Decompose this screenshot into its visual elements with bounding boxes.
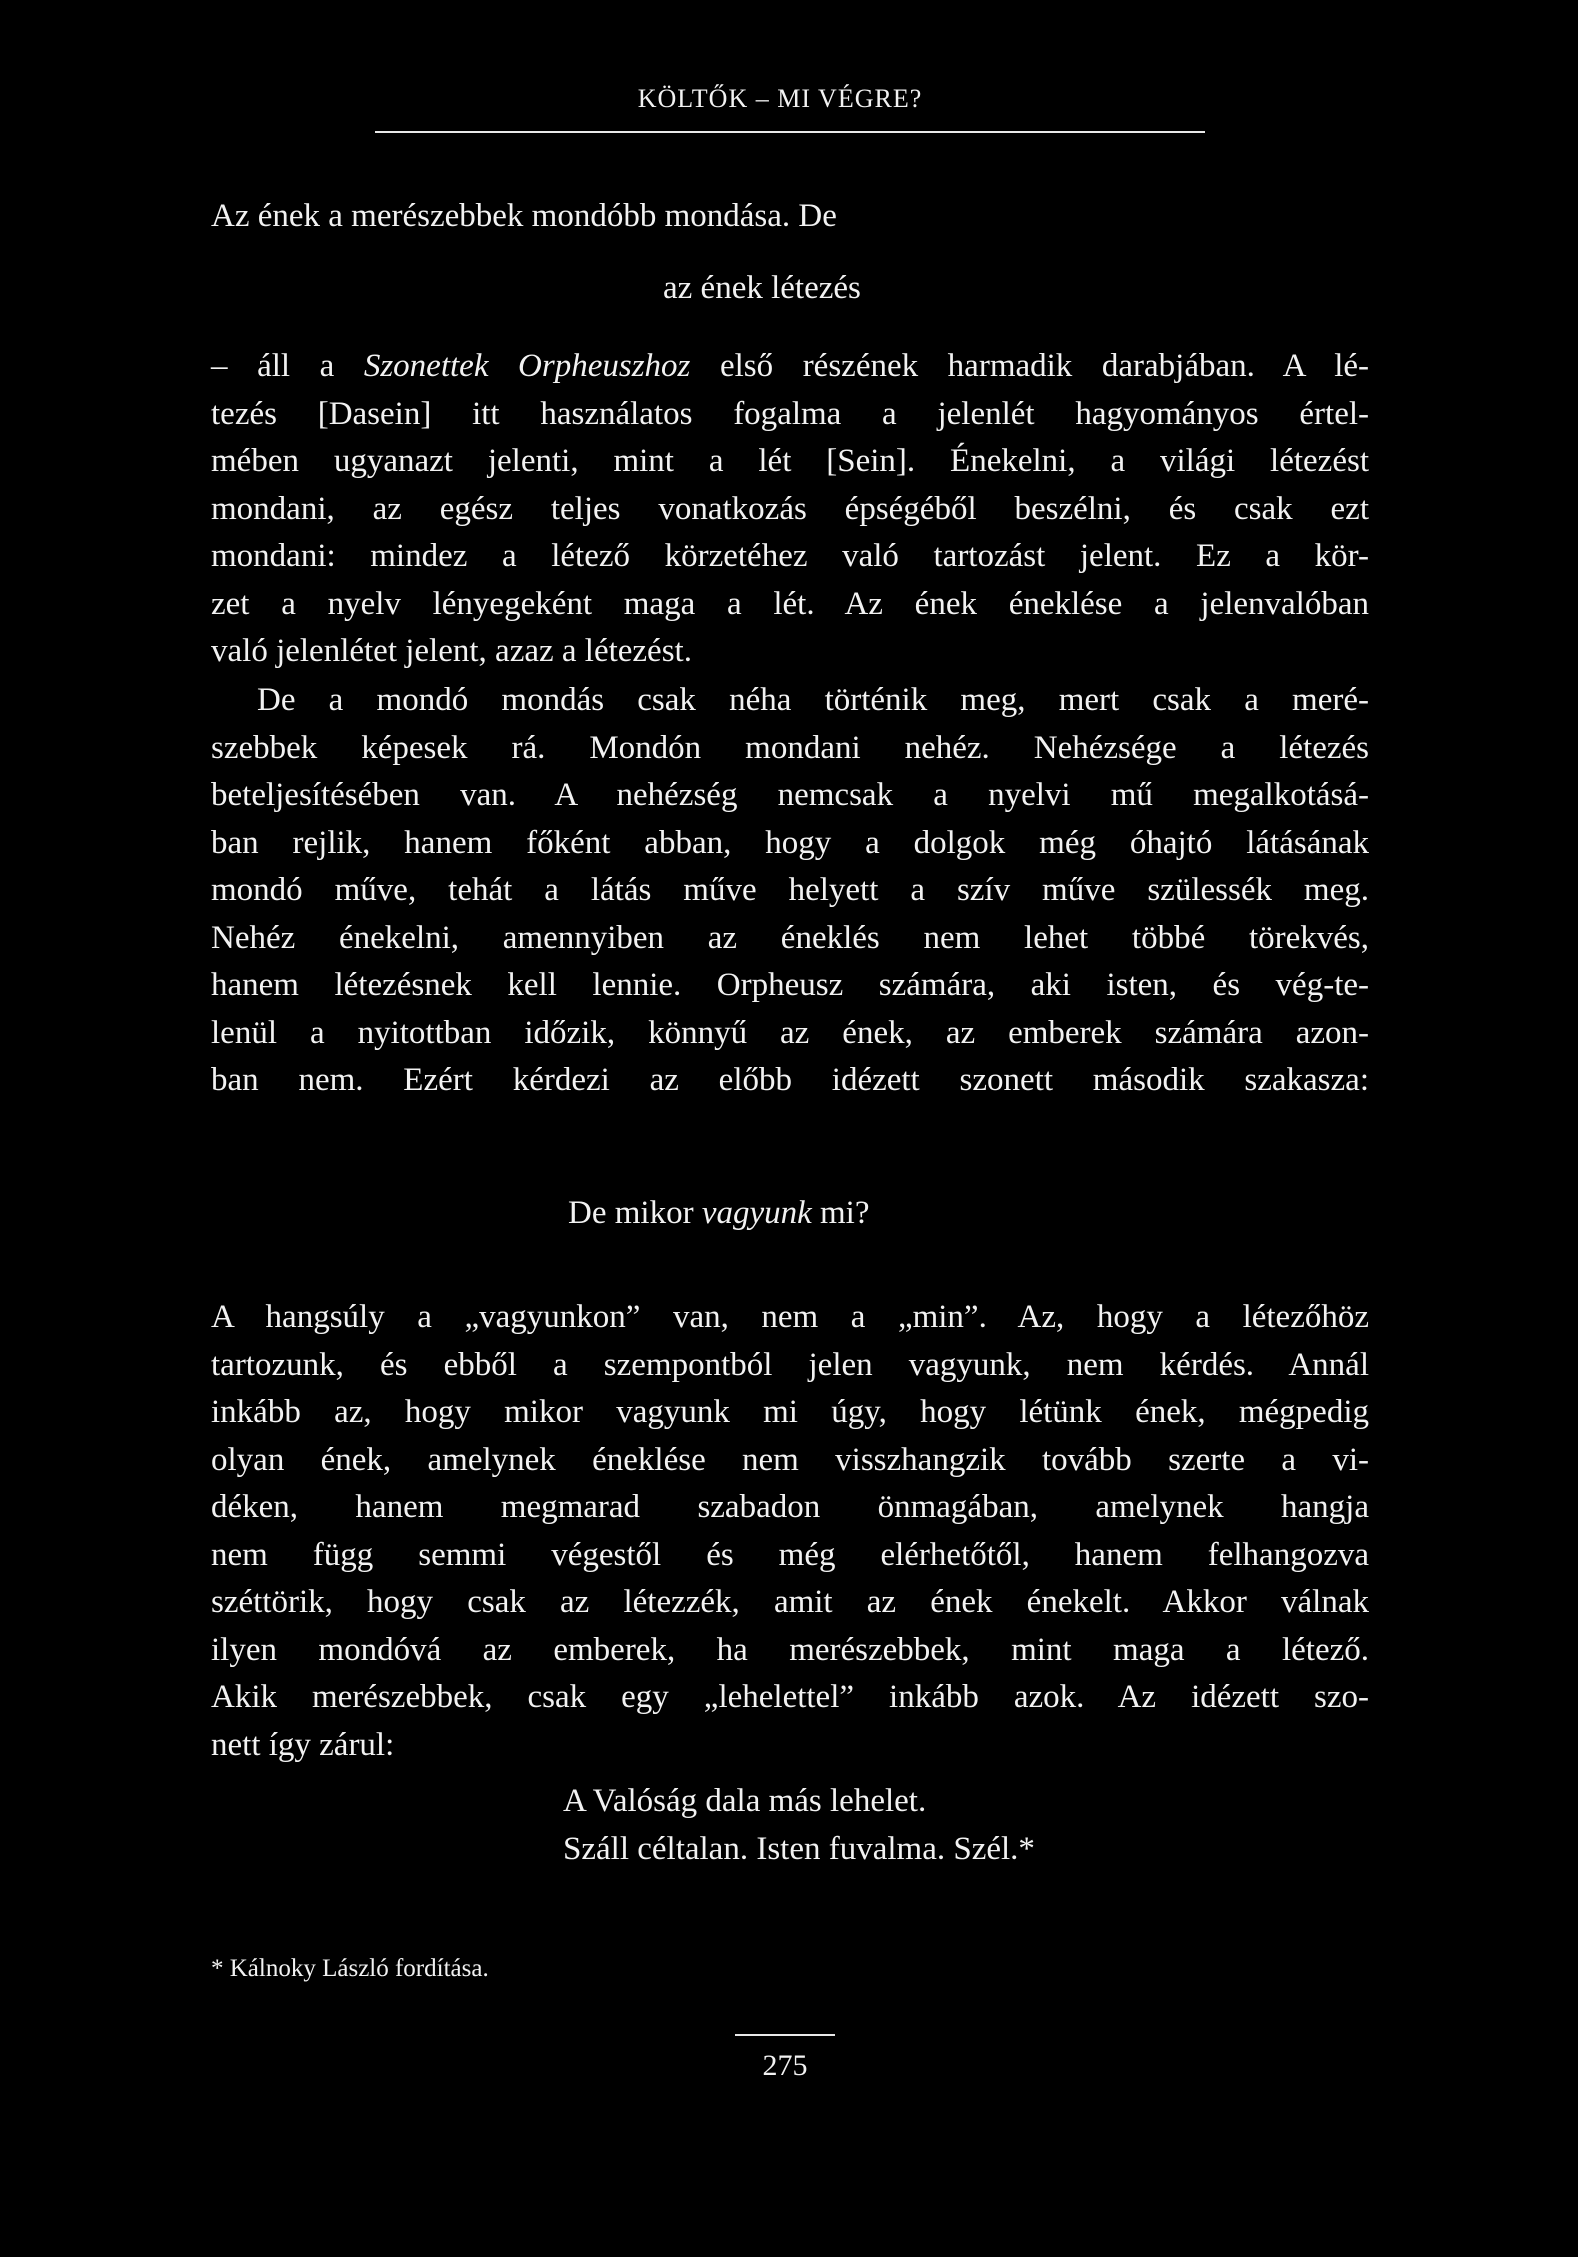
verse-quote-1: az ének létezés bbox=[663, 270, 861, 306]
verse-line: Száll céltalan. Isten fuvalma. Szél.* bbox=[563, 1830, 1035, 1867]
text-line: ban rejlik, hanem főként abban, hogy a dolgok még óhajtó látásának bbox=[211, 824, 1369, 861]
paragraph-3 bbox=[211, 677, 1369, 1105]
page-number: 275 bbox=[762, 2049, 808, 2082]
text-line: tartozunk, és ebből a szempontból jelen vagyunk, nem kérdés. Annál bbox=[211, 1346, 1369, 1383]
text-line: mondó műve, tehát a látás műve helyett a szív műve szülessék meg. bbox=[211, 872, 1369, 908]
text-line: hanem létezésnek kell lennie. Orpheusz számára, aki isten, és vég-te- bbox=[211, 967, 1369, 1003]
text-line: olyan ének, amelynek éneklése nem visszhangzik tovább szerte a vi- bbox=[211, 1441, 1369, 1478]
text-line: mondani, az egész teljes vonatkozás épségéből beszélni, és csak ezt bbox=[211, 490, 1369, 527]
verse-quote-2: De mikor vagyunk mi? bbox=[568, 1195, 870, 1231]
text-line: beteljesítésében van. A nehézség nemcsak a nyelvi mű megalkotásá- bbox=[211, 777, 1369, 813]
work-title: Szonettek Orpheuszhoz bbox=[363, 348, 691, 384]
text-line: De a mondó mondás csak néha történik meg, mert csak a meré- bbox=[257, 682, 1369, 718]
text-line: ilyen mondóvá az emberek, ha merészebbek, mint maga a létező. bbox=[211, 1631, 1369, 1668]
text-line: inkább az, hogy mikor vagyunk mi úgy, hogy létünk ének, mégpedig bbox=[211, 1394, 1369, 1430]
text-line: mében ugyanazt jelenti, mint a lét [Sein]. Énekelni, a világi létezést bbox=[211, 443, 1369, 479]
text-line: Nehéz énekelni, amennyiben az éneklés nem lehet többé törekvés, bbox=[211, 919, 1369, 956]
text-line: mondani: mindez a létező körzetéhez való tartozást jelent. Ez a kör- bbox=[211, 538, 1369, 574]
text-line: szebbek képesek rá. Mondón mondani nehéz. Nehézsége a létezés bbox=[211, 729, 1369, 766]
verse-quote-3 bbox=[563, 1778, 1035, 1873]
text-line: nem függ semmi végestől és még elérhetőtől, hanem felhangozva bbox=[211, 1536, 1369, 1573]
text-line: Akik merészebbek, csak egy „lehelettel” inkább azok. Az idézett szo- bbox=[211, 1679, 1369, 1715]
text-line: ban nem. Ezért kérdezi az előbb idézett szonett második szakasza: bbox=[211, 1062, 1369, 1098]
text-line: való jelenlétet jelent, azaz a létezést. bbox=[211, 633, 692, 669]
paragraph-2 bbox=[211, 343, 1369, 676]
paragraph-4 bbox=[211, 1294, 1369, 1769]
text-line: Az ének a merészebbek mondóbb mondása. De bbox=[211, 198, 837, 234]
text-line: zet a nyelv lényegeként maga a lét. Az ének éneklése a jelenvalóban bbox=[211, 585, 1369, 622]
running-head: KÖLTŐK – MI VÉGRE? bbox=[637, 84, 923, 113]
footer-rule bbox=[735, 2034, 835, 2036]
header-rule bbox=[375, 131, 1205, 133]
text-line: nett így zárul: bbox=[211, 1726, 395, 1763]
text-line: lenül a nyitottban időzik, könnyű az ének, az emberek számára azon- bbox=[211, 1014, 1369, 1051]
text-line: széttörik, hogy csak az létezzék, amit az ének énekelt. Akkor válnak bbox=[211, 1584, 1369, 1620]
footnote: * Kálnoky László fordítása. bbox=[211, 1955, 489, 1982]
text-line: A hangsúly a „vagyunkon” van, nem a „min”. Az, hogy a létezőhöz bbox=[211, 1299, 1369, 1335]
text-line: tezés [Dasein] itt használatos fogalma a jelenlét hagyományos értel- bbox=[211, 395, 1369, 432]
verse-line: A Valóság dala más lehelet. bbox=[563, 1783, 927, 1819]
text-line: déken, hanem megmarad szabadon önmagában, amelynek hangja bbox=[211, 1489, 1369, 1525]
paragraph-1 bbox=[211, 193, 1369, 241]
text-line: – áll a Szonettek Orpheuszhoz első részének harmadik darabjában. A lé- bbox=[211, 348, 1369, 384]
